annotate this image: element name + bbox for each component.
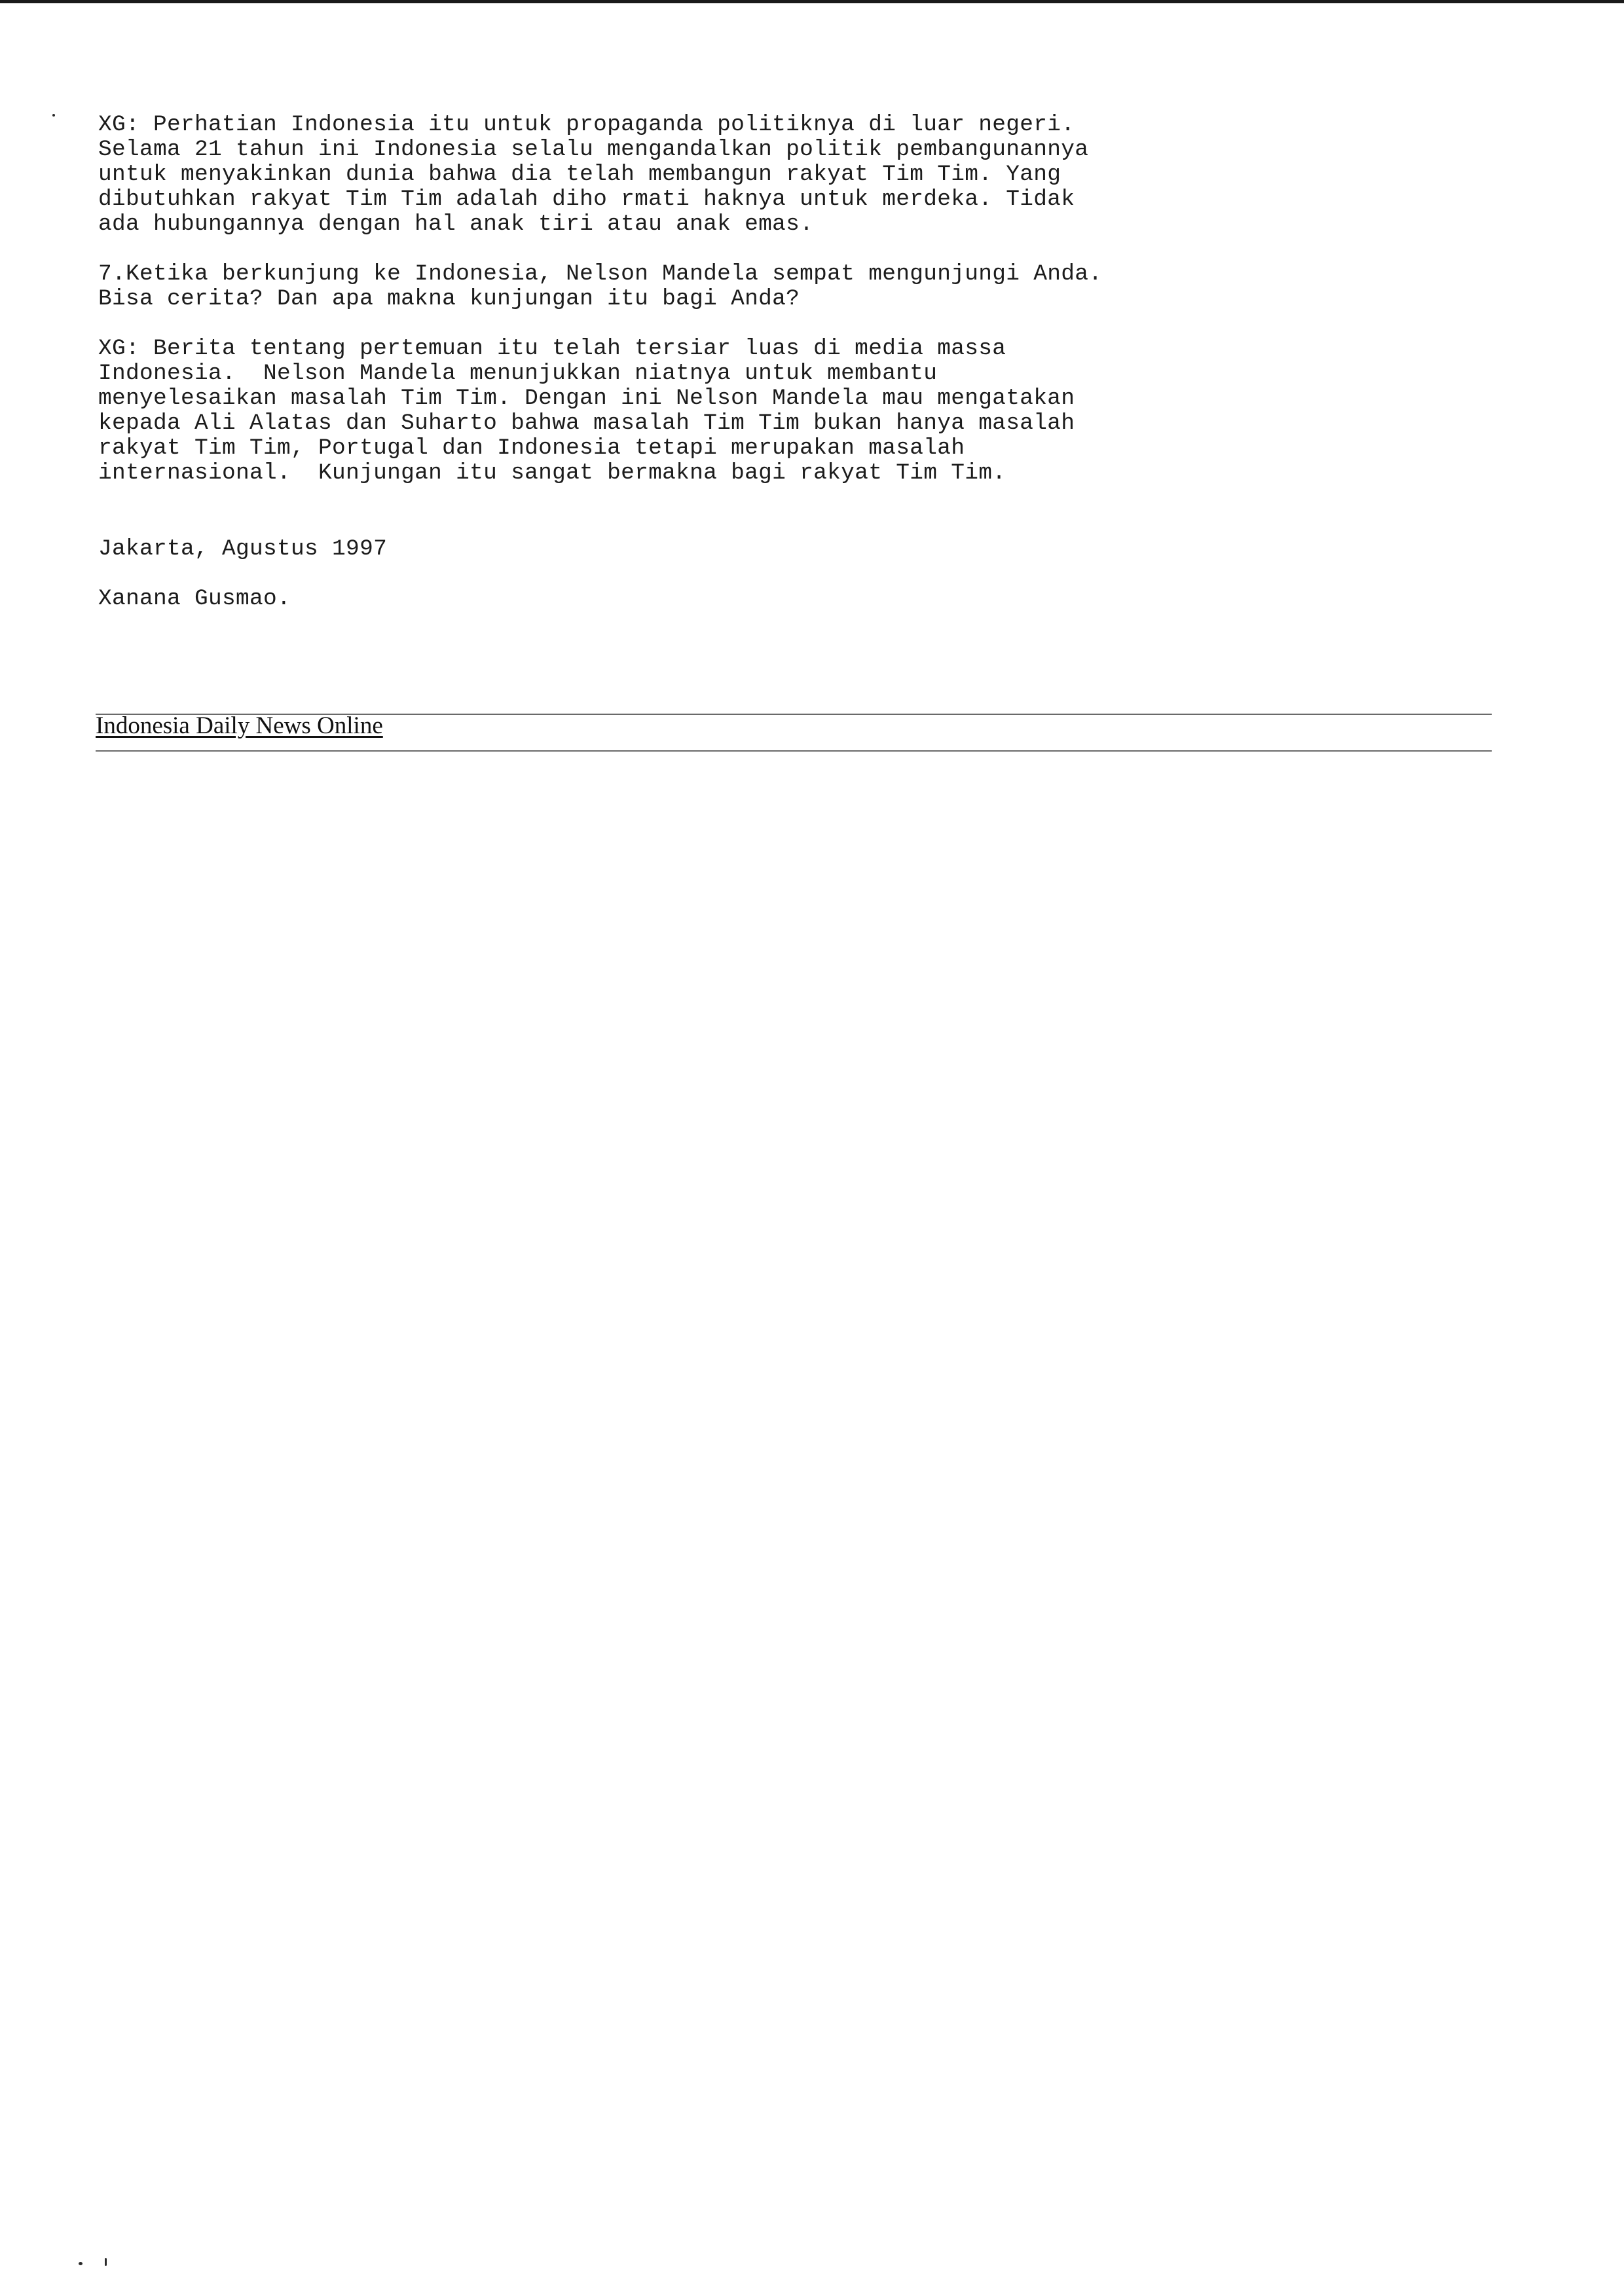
footer-rule-bottom: [96, 750, 1492, 752]
text-line: XG: Berita tentang pertemuan itu telah tersiar luas di media massa: [98, 336, 1006, 361]
signature: Xanana Gusmao.: [98, 586, 291, 611]
answer-paragraph: [98, 113, 1342, 237]
scan-speck: [52, 114, 55, 117]
text-line: kepada Ali Alatas dan Suharto bahwa masalah Tim Tim bukan hanya masalah: [98, 410, 1075, 436]
place-date: Jakarta, Agustus 1997: [98, 536, 388, 562]
scan-top-edge: [0, 0, 1624, 3]
answer-paragraph: [98, 337, 1342, 486]
text-line: internasional. Kunjungan itu sangat bermakna bagi rakyat Tim Tim.: [98, 460, 1006, 486]
text-line: 7.Ketika berkunjung ke Indonesia, Nelson Mandela sempat mengunjungi Anda.: [98, 261, 1103, 287]
text-line: Selama 21 tahun ini Indonesia selalu mengandalkan politik pembangunannya: [98, 137, 1089, 162]
text-line: Indonesia. Nelson Mandela menunjukkan niatnya untuk membantu: [98, 361, 938, 386]
text-line: Bisa cerita? Dan apa makna kunjungan itu bagi Anda?: [98, 286, 800, 312]
text-line: untuk menyakinkan dunia bahwa dia telah membangun rakyat Tim Tim. Yang: [98, 162, 1061, 187]
text-line: ada hubungannya dengan hal anak tiri atau anak emas.: [98, 211, 814, 237]
text-line: dibutuhkan rakyat Tim Tim adalah diho rmati haknya untuk merdeka. Tidak: [98, 187, 1075, 212]
document-body: [98, 113, 1342, 611]
scan-speck: [79, 2262, 83, 2265]
question-paragraph: [98, 262, 1342, 312]
text-line: XG: Perhatian Indonesia itu untuk propaganda politiknya di luar negeri.: [98, 112, 1075, 137]
scan-speck: [105, 2258, 107, 2266]
text-line: rakyat Tim Tim, Portugal dan Indonesia tetapi merupakan masalah: [98, 435, 965, 461]
text-line: menyelesaikan masalah Tim Tim. Dengan ini Nelson Mandela mau mengatakan: [98, 386, 1075, 411]
source-link[interactable]: Indonesia Daily News Online: [96, 712, 383, 739]
